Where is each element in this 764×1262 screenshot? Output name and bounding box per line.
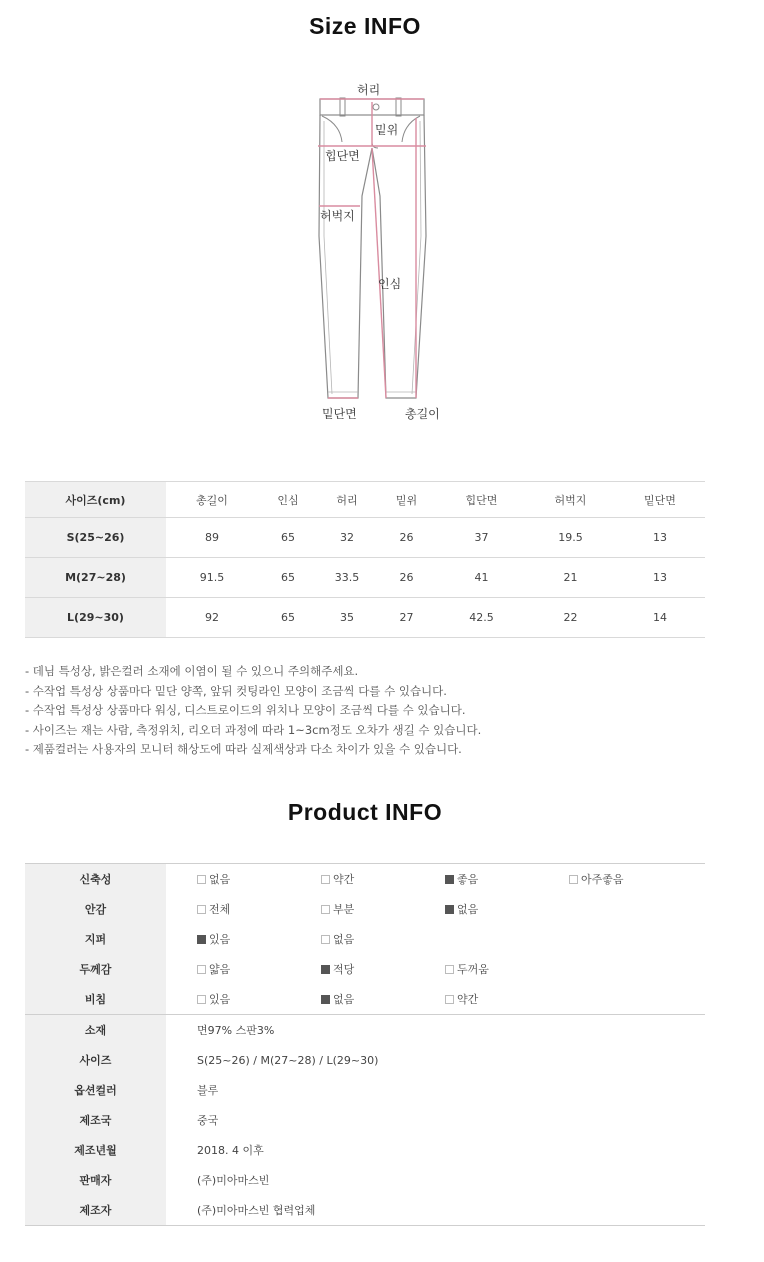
attribute-row (25, 954, 705, 984)
unchecked-box-icon (445, 995, 454, 1004)
hip-label: 힙단면 (325, 149, 360, 163)
value-cell: 65 (281, 571, 295, 584)
size-cell: M(27~28) (25, 558, 166, 598)
value-cell: 26 (399, 571, 414, 584)
header-cell: 허벅지 (554, 493, 587, 507)
detail-value: 중국 (197, 1114, 219, 1127)
detail-row (25, 1015, 705, 1046)
size-cell: S(25~26) (25, 518, 166, 558)
attribute-options (166, 864, 705, 895)
unchecked-box-icon (321, 875, 330, 884)
attribute-label: 신축성 (25, 864, 166, 895)
rise-label: 밑위 (375, 123, 399, 137)
option-item (445, 991, 569, 1007)
product-info-title: Product INFO (287, 799, 443, 825)
detail-value: 2018. 4 이후 (197, 1144, 264, 1157)
length-label: 총길이 (405, 407, 440, 421)
value-cell: 42.5 (469, 611, 494, 624)
option-label: 얇음 (209, 963, 231, 976)
detail-row (25, 1165, 705, 1195)
checked-box-icon (321, 965, 330, 974)
unchecked-box-icon (445, 965, 454, 974)
care-notes (25, 662, 481, 760)
value-cell: 27 (399, 611, 414, 624)
attribute-options (166, 954, 705, 984)
option-label: 약간 (457, 993, 479, 1006)
value-cell: 14 (653, 611, 667, 624)
option-label: 약간 (333, 873, 355, 886)
option-item (321, 991, 445, 1007)
size-cell: L(29~30) (25, 598, 166, 638)
note-item: - 데님 특성상, 밝은컬러 소재에 이염이 될 수 있으니 주의해주세요. (25, 664, 359, 678)
attribute-label: 두께감 (25, 954, 166, 984)
note-item: - 수작업 특성상 상품마다 밑단 양쪽, 앞뒤 컷팅라인 모양이 조금씩 다를 수 있습니다. (25, 683, 447, 698)
option-label: 있음 (209, 933, 231, 946)
option-label: 적당 (333, 963, 355, 976)
attribute-label: 안감 (25, 894, 166, 924)
value-cell: 89 (205, 531, 219, 544)
detail-row (25, 1135, 705, 1165)
option-label: 있음 (209, 993, 231, 1006)
value-cell: 41 (474, 571, 489, 584)
value-cell: 32 (340, 531, 354, 544)
unchecked-box-icon (197, 905, 206, 914)
option-label: 부분 (333, 903, 355, 916)
size-table (25, 481, 705, 638)
header-cell: 사이즈(cm) (25, 482, 166, 518)
detail-label: 소재 (25, 1015, 166, 1046)
detail-value: S(25~26) / M(27~28) / L(29~30) (197, 1053, 379, 1067)
note-item: - 제품컬러는 사용자의 모니터 해상도에 따라 실제색상과 다소 차이가 있을 수 있습니다. (25, 742, 462, 757)
checked-box-icon (445, 905, 454, 914)
detail-value: (주)미아마스빈 협력업체 (197, 1204, 316, 1217)
table-row (25, 518, 705, 558)
detail-row (25, 1195, 705, 1226)
size-info-title: Size INFO (309, 13, 421, 39)
value-cell: 35 (340, 611, 354, 624)
attribute-row (25, 984, 705, 1015)
option-item (445, 961, 569, 977)
option-item (197, 961, 321, 977)
thigh-label: 허벅지 (320, 209, 355, 223)
unchecked-box-icon (321, 905, 330, 914)
detail-label: 제조년월 (25, 1135, 166, 1165)
size-table-header-row (25, 482, 705, 518)
unchecked-box-icon (197, 965, 206, 974)
attribute-options (166, 924, 705, 954)
detail-label: 사이즈 (25, 1045, 166, 1075)
option-label: 아주좋음 (581, 873, 624, 886)
value-cell: 37 (474, 531, 489, 544)
attribute-options (166, 984, 705, 1015)
table-row (25, 558, 705, 598)
note-item: - 수작업 특성상 상품마다 워싱, 디스트로이드의 위치나 모양이 조금씩 다를 수 있습니다. (25, 703, 466, 718)
header-cell: 밑위 (395, 493, 418, 507)
header-cell: 허리 (336, 493, 358, 507)
note-item: - 사이즈는 재는 사람, 측정위치, 리오더 과정에 따라 1~3cm정도 오차가 생길 수 있습니다. (25, 722, 482, 737)
header-cell: 밑단면 (644, 493, 676, 507)
header-cell: 힙단면 (465, 493, 498, 507)
option-item (569, 871, 693, 887)
option-label: 없음 (457, 903, 479, 916)
value-cell: 13 (653, 531, 667, 544)
unchecked-box-icon (197, 995, 206, 1004)
detail-label: 판매자 (25, 1165, 166, 1195)
option-label: 없음 (333, 993, 355, 1006)
value-cell: 26 (399, 531, 414, 544)
header-cell: 총길이 (196, 493, 228, 507)
option-item (321, 931, 445, 947)
detail-label: 제조국 (25, 1105, 166, 1135)
pants-measurement-diagram (300, 76, 460, 426)
option-item (321, 901, 445, 917)
waist-label: 허리 (357, 83, 381, 97)
option-label: 좋음 (457, 873, 479, 886)
detail-row (25, 1075, 705, 1105)
attribute-row (25, 924, 705, 954)
option-item (445, 871, 569, 887)
option-item (321, 961, 445, 977)
value-cell: 92 (205, 611, 219, 624)
checked-box-icon (445, 875, 454, 884)
detail-label: 옵션컬러 (25, 1075, 166, 1105)
attribute-row (25, 894, 705, 924)
value-cell: 91.5 (199, 571, 225, 584)
value-cell: 21 (563, 571, 578, 584)
option-item (197, 871, 321, 887)
option-label: 두꺼움 (457, 963, 489, 976)
value-cell: 65 (281, 531, 295, 544)
attribute-options (166, 894, 705, 924)
unchecked-box-icon (197, 875, 206, 884)
detail-value: (주)미아마스빈 (197, 1174, 270, 1187)
detail-label: 제조자 (25, 1195, 166, 1226)
option-label: 전체 (209, 903, 231, 916)
value-cell: 19.5 (558, 531, 583, 544)
unchecked-box-icon (569, 875, 578, 884)
attribute-label: 비침 (25, 984, 166, 1015)
detail-value: 블루 (197, 1084, 219, 1097)
option-item (197, 931, 321, 947)
option-item (197, 901, 321, 917)
header-cell: 인심 (277, 493, 299, 507)
option-item (197, 991, 321, 1007)
attribute-row (25, 864, 705, 895)
detail-row (25, 1105, 705, 1135)
hem-label: 밑단면 (322, 407, 357, 421)
attribute-label: 지퍼 (25, 924, 166, 954)
table-row (25, 598, 705, 638)
option-item (321, 871, 445, 887)
option-item (445, 901, 569, 917)
value-cell: 22 (563, 611, 578, 624)
option-label: 없음 (333, 933, 355, 946)
value-cell: 33.5 (334, 571, 360, 584)
value-cell: 13 (653, 571, 667, 584)
unchecked-box-icon (321, 935, 330, 944)
option-label: 없음 (209, 873, 231, 886)
detail-row (25, 1045, 705, 1075)
value-cell: 65 (281, 611, 295, 624)
checked-box-icon (321, 995, 330, 1004)
checked-box-icon (197, 935, 206, 944)
product-info-table (25, 863, 705, 1226)
inseam-label: 인심 (378, 277, 402, 291)
detail-value: 면97% 스판3% (197, 1024, 275, 1037)
